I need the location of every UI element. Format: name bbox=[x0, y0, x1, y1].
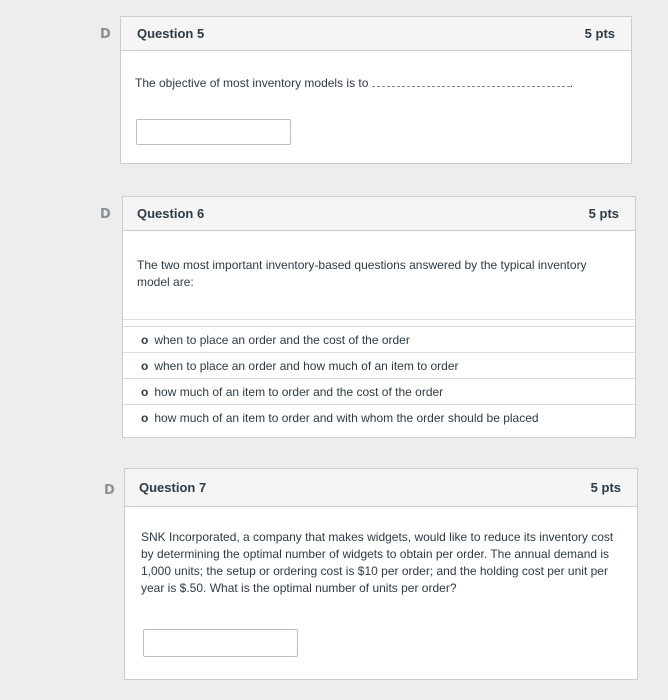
question-title: Question 5 bbox=[137, 26, 205, 41]
question-prompt: The two most important inventory-based questions answered by the typical inventory model are: bbox=[137, 258, 587, 289]
radio-button[interactable]: o bbox=[141, 333, 149, 347]
question-points: 5 pts bbox=[590, 480, 621, 495]
answer-input[interactable] bbox=[143, 629, 298, 657]
answer-label: when to place an order and the cost of the order bbox=[154, 333, 410, 347]
question-7-body bbox=[125, 507, 637, 611]
divider bbox=[123, 319, 635, 326]
question-5-body: The objective of most inventory models is to . bbox=[135, 76, 574, 90]
question-5-header bbox=[121, 17, 631, 51]
question-points: 5 pts bbox=[588, 206, 619, 221]
question-5-card bbox=[120, 16, 632, 164]
answer-option[interactable] bbox=[123, 326, 635, 352]
question-prompt: SNK Incorporated, a company that makes widgets, would like to reduce its inventory cost by determining the optimal number of widgets to obtain per order. The annual demand is 1,000 units; the setup or ordering cost is $10 per order; and the holding cost per unit per year is $.50. What is the optimal number of units per order? bbox=[141, 530, 614, 595]
flag-icon[interactable]: D bbox=[100, 27, 111, 42]
question-prompt: The objective of most inventory models is to bbox=[135, 76, 369, 90]
fill-in-blank-line bbox=[372, 76, 570, 87]
answer-label: how much of an item to order and with whom the order should be placed bbox=[154, 411, 539, 425]
answer-option[interactable] bbox=[123, 352, 635, 378]
question-6-header bbox=[123, 197, 635, 231]
answer-label: how much of an item to order and the cost of the order bbox=[154, 385, 444, 399]
answer-option[interactable] bbox=[123, 378, 635, 404]
radio-button[interactable]: o bbox=[141, 359, 149, 373]
question-title: Question 7 bbox=[139, 480, 207, 495]
answer-input[interactable] bbox=[136, 119, 291, 145]
question-title: Question 6 bbox=[137, 206, 205, 221]
radio-button[interactable]: o bbox=[141, 385, 149, 399]
answer-option[interactable] bbox=[123, 404, 635, 430]
flag-icon[interactable]: D bbox=[100, 207, 111, 222]
question-6-body bbox=[123, 231, 635, 319]
radio-button[interactable]: o bbox=[141, 411, 149, 425]
question-7-card bbox=[124, 468, 638, 680]
question-7-header bbox=[125, 469, 637, 507]
question-6-card bbox=[122, 196, 636, 438]
question-points: 5 pts bbox=[584, 26, 615, 41]
flag-icon[interactable]: D bbox=[104, 483, 115, 498]
answer-label: when to place an order and how much of an item to order bbox=[154, 359, 459, 373]
